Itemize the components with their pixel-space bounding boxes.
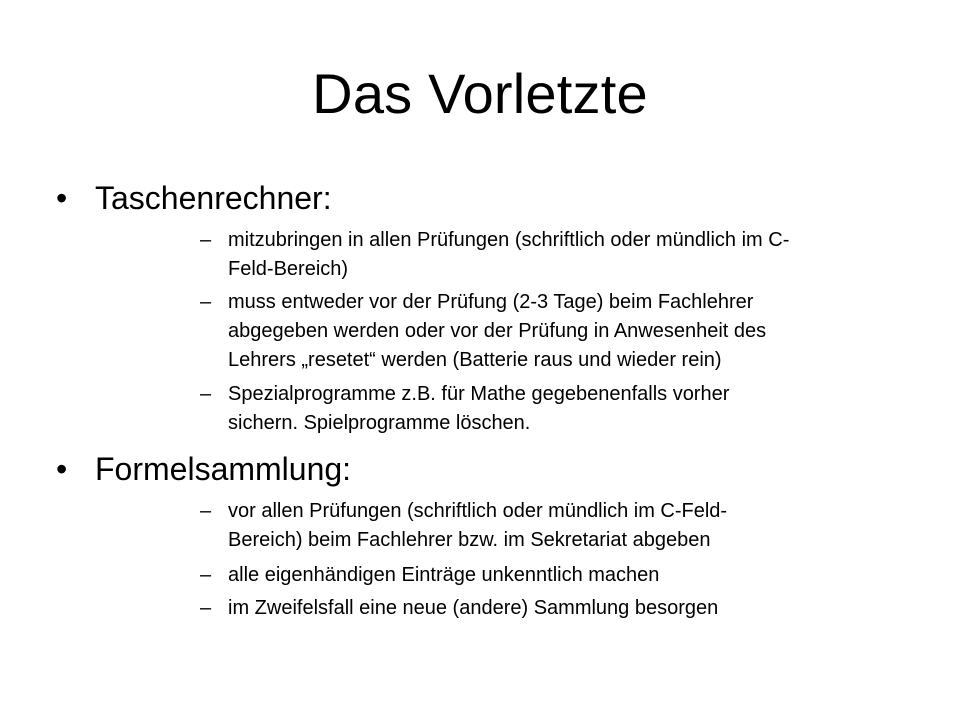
sub-item-text: [228, 288, 900, 375]
sub-item-line: muss entweder vor der Prüfung (2-3 Tage) beim Fachlehrer: [228, 291, 754, 313]
sub-item-line: abgegeben werden oder vor der Prüfung in Anwesenheit des: [228, 320, 767, 342]
sub-item-line: Lehrers „resetet“ werden (Batterie raus und wieder rein): [228, 349, 722, 371]
dash-icon: –: [200, 564, 212, 586]
sub-item-line: im Zweifelsfall eine neue (andere) Sammlung besorgen: [228, 597, 719, 619]
bullet-dot-icon: •: [56, 180, 68, 216]
sub-item-line: Spezialprogramme z.B. für Mathe gegebenenfalls vorher: [228, 383, 730, 405]
dash-icon: –: [200, 229, 212, 251]
dash-icon: –: [200, 500, 212, 522]
sub-item-line: vor allen Prüfungen (schriftlich oder mündlich im C-Feld-: [228, 500, 728, 522]
sub-item-text: [228, 561, 900, 590]
sub-item-text: [228, 380, 900, 438]
dash-icon: –: [200, 291, 212, 313]
bullet-heading: Formelsammlung:: [95, 451, 352, 487]
sub-item-line: alle eigenhändigen Einträge unkenntlich machen: [228, 564, 660, 586]
sub-item-text: [228, 594, 900, 623]
dash-icon: –: [200, 597, 212, 619]
bullet-heading: Taschenrechner:: [95, 180, 332, 216]
sub-item-line: Feld-Bereich): [228, 258, 349, 280]
sub-item-line: mitzubringen in allen Prüfungen (schriftlich oder mündlich im C-: [228, 229, 790, 251]
sub-item-text: [228, 497, 900, 555]
sub-item-line: Bereich) beim Fachlehrer bzw. im Sekretariat abgeben: [228, 529, 711, 551]
sub-item-line: sichern. Spielprogramme löschen.: [228, 412, 531, 434]
slide-title: Das Vorletzte: [312, 62, 648, 125]
sub-item-text: [228, 226, 900, 284]
bullet-dot-icon: •: [56, 451, 68, 487]
dash-icon: –: [200, 383, 212, 405]
